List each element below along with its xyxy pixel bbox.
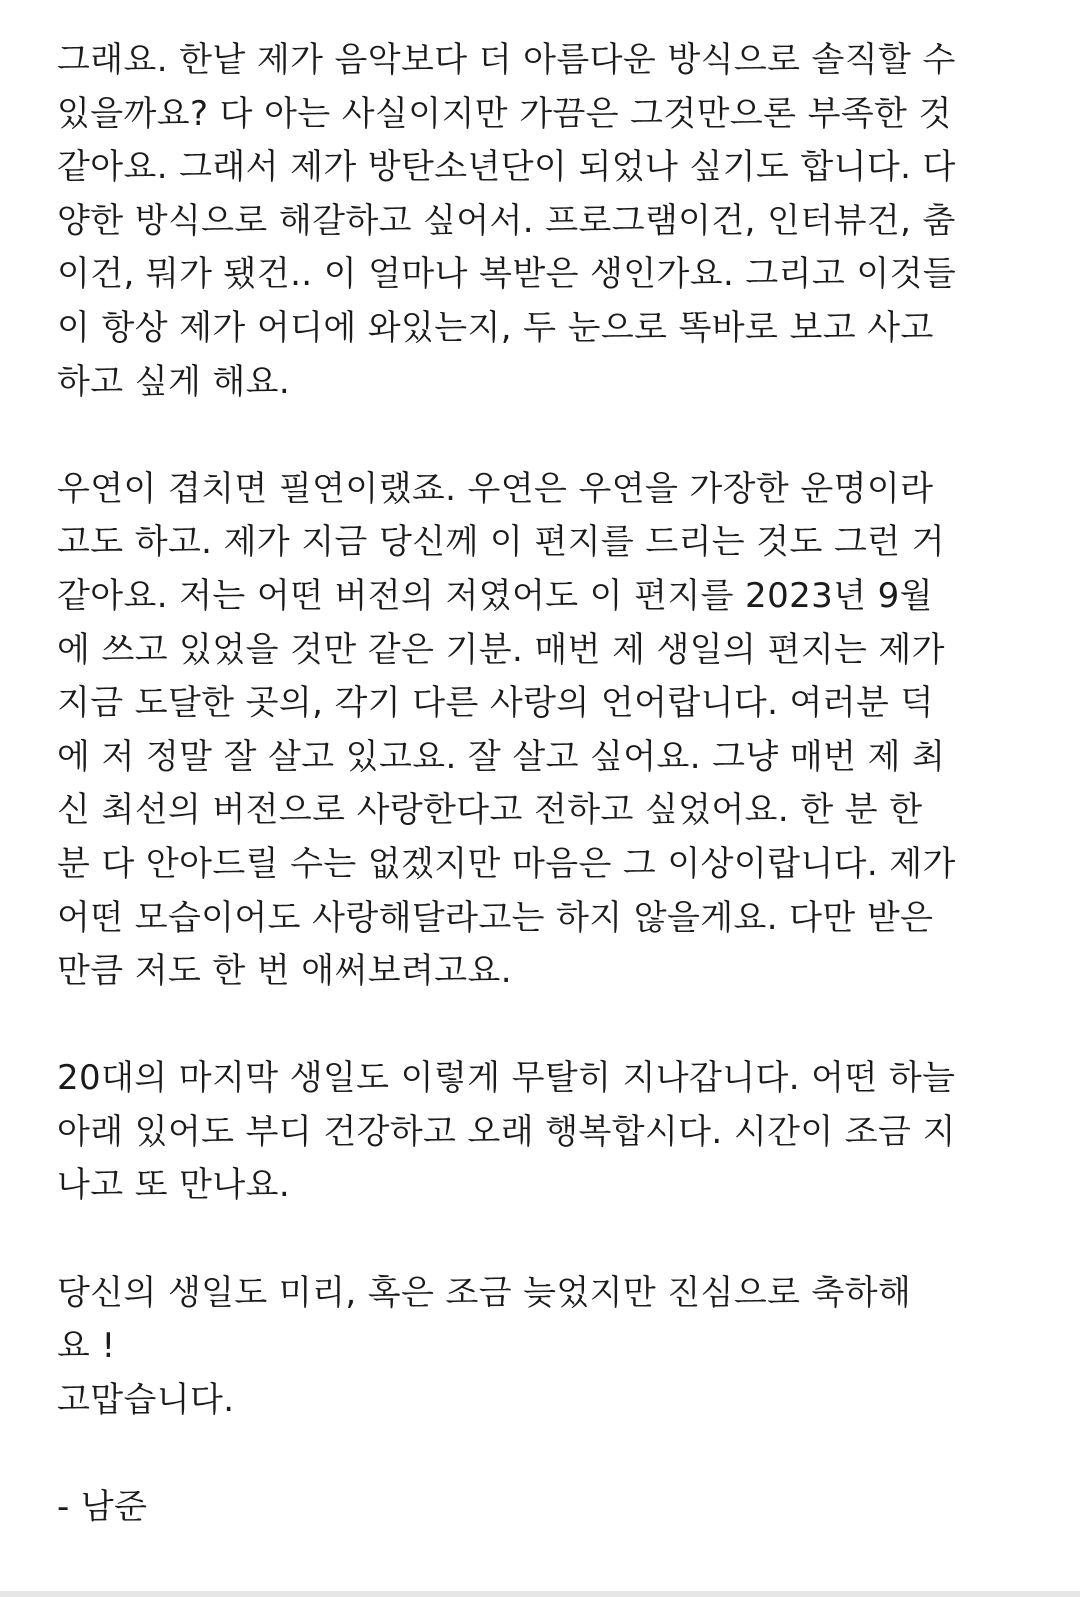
paragraph-gap xyxy=(57,999,1027,1053)
letter-line: 당신의 생일도 미리, 혹은 조금 늦었지만 진심으로 축하해 xyxy=(57,1272,912,1313)
letter-line: 고도 하고. 제가 지금 당신께 이 편지를 드리는 것도 그런 거 xyxy=(57,522,945,563)
letter-line: 아래 있어도 부디 건강하고 오래 행복합시다. 시간이 조금 지 xyxy=(57,1111,956,1152)
letter-line: 하고 싶게 해요. xyxy=(57,361,291,402)
letter-line: 같아요. 그래서 제가 방탄소년단이 되었나 싶기도 합니다. 다 xyxy=(57,147,956,188)
letter-line: 어떤 모습이어도 사랑해달라고는 하지 않을게요. 다만 받은 xyxy=(57,897,934,938)
letter-line: 신 최선의 버전으로 사랑한다고 전하고 싶었어요. 한 분 한 xyxy=(57,790,923,831)
letter-line: 우연이 겹치면 필연이랬죠. 우연은 우연을 가장한 운명이라 xyxy=(57,468,934,509)
letter-body xyxy=(57,34,1027,1535)
signature-line: - 남준 xyxy=(57,1487,148,1528)
paragraph-gap xyxy=(57,1427,1027,1481)
letter-line: 만큼 저도 한 번 애써보려고요. xyxy=(57,951,512,992)
letter-line: 20대의 마지막 생일도 이렇게 무탈히 지나갑니다. 어떤 하늘 xyxy=(57,1058,956,1099)
letter-line: 같아요. 저는 어떤 버전의 저였어도 이 편지를 2023년 9월 xyxy=(57,575,933,616)
letter-line: 있을까요? 다 아는 사실이지만 가끔은 그것만으론 부족한 것 xyxy=(57,93,952,134)
letter-line: 양한 방식으로 해갈하고 싶어서. 프로그램이건, 인터뷰건, 춤 xyxy=(57,200,956,241)
signature xyxy=(57,1481,1027,1535)
paragraph-1 xyxy=(57,34,1027,409)
bottom-divider xyxy=(0,1591,1080,1597)
letter-line: 나고 또 만나요. xyxy=(57,1165,291,1206)
letter-line: 에 저 정말 잘 살고 있고요. 잘 살고 싶어요. 그냥 매번 제 최 xyxy=(57,736,946,777)
paragraph-gap xyxy=(57,409,1027,463)
letter-line: 분 다 안아드릴 수는 없겠지만 마음은 그 이상이랍니다. 제가 xyxy=(57,843,956,884)
letter-line: 지금 도달한 곳의, 각기 다른 사랑의 언어랍니다. 여러분 덕 xyxy=(57,683,934,724)
letter-line: 에 쓰고 있었을 것만 같은 기분. 매번 제 생일의 편지는 제가 xyxy=(57,629,945,670)
letter-line: 이건, 뭐가 됐건.. 이 얼마나 복받은 생인가요. 그리고 이것들 xyxy=(57,254,957,295)
letter-line: 그래요. 한낱 제가 음악보다 더 아름다운 방식으로 솔직할 수 xyxy=(57,40,956,80)
paragraph-3 xyxy=(57,1052,1027,1213)
paragraph-4 xyxy=(57,1267,1027,1428)
letter-line: 이 항상 제가 어디에 와있는지, 두 눈으로 똑바로 보고 사고 xyxy=(57,307,934,348)
letter-line: 요 ! xyxy=(57,1326,116,1367)
paragraph-2 xyxy=(57,463,1027,999)
paragraph-gap xyxy=(57,1213,1027,1267)
letter-line: 고맙습니다. xyxy=(57,1379,235,1420)
